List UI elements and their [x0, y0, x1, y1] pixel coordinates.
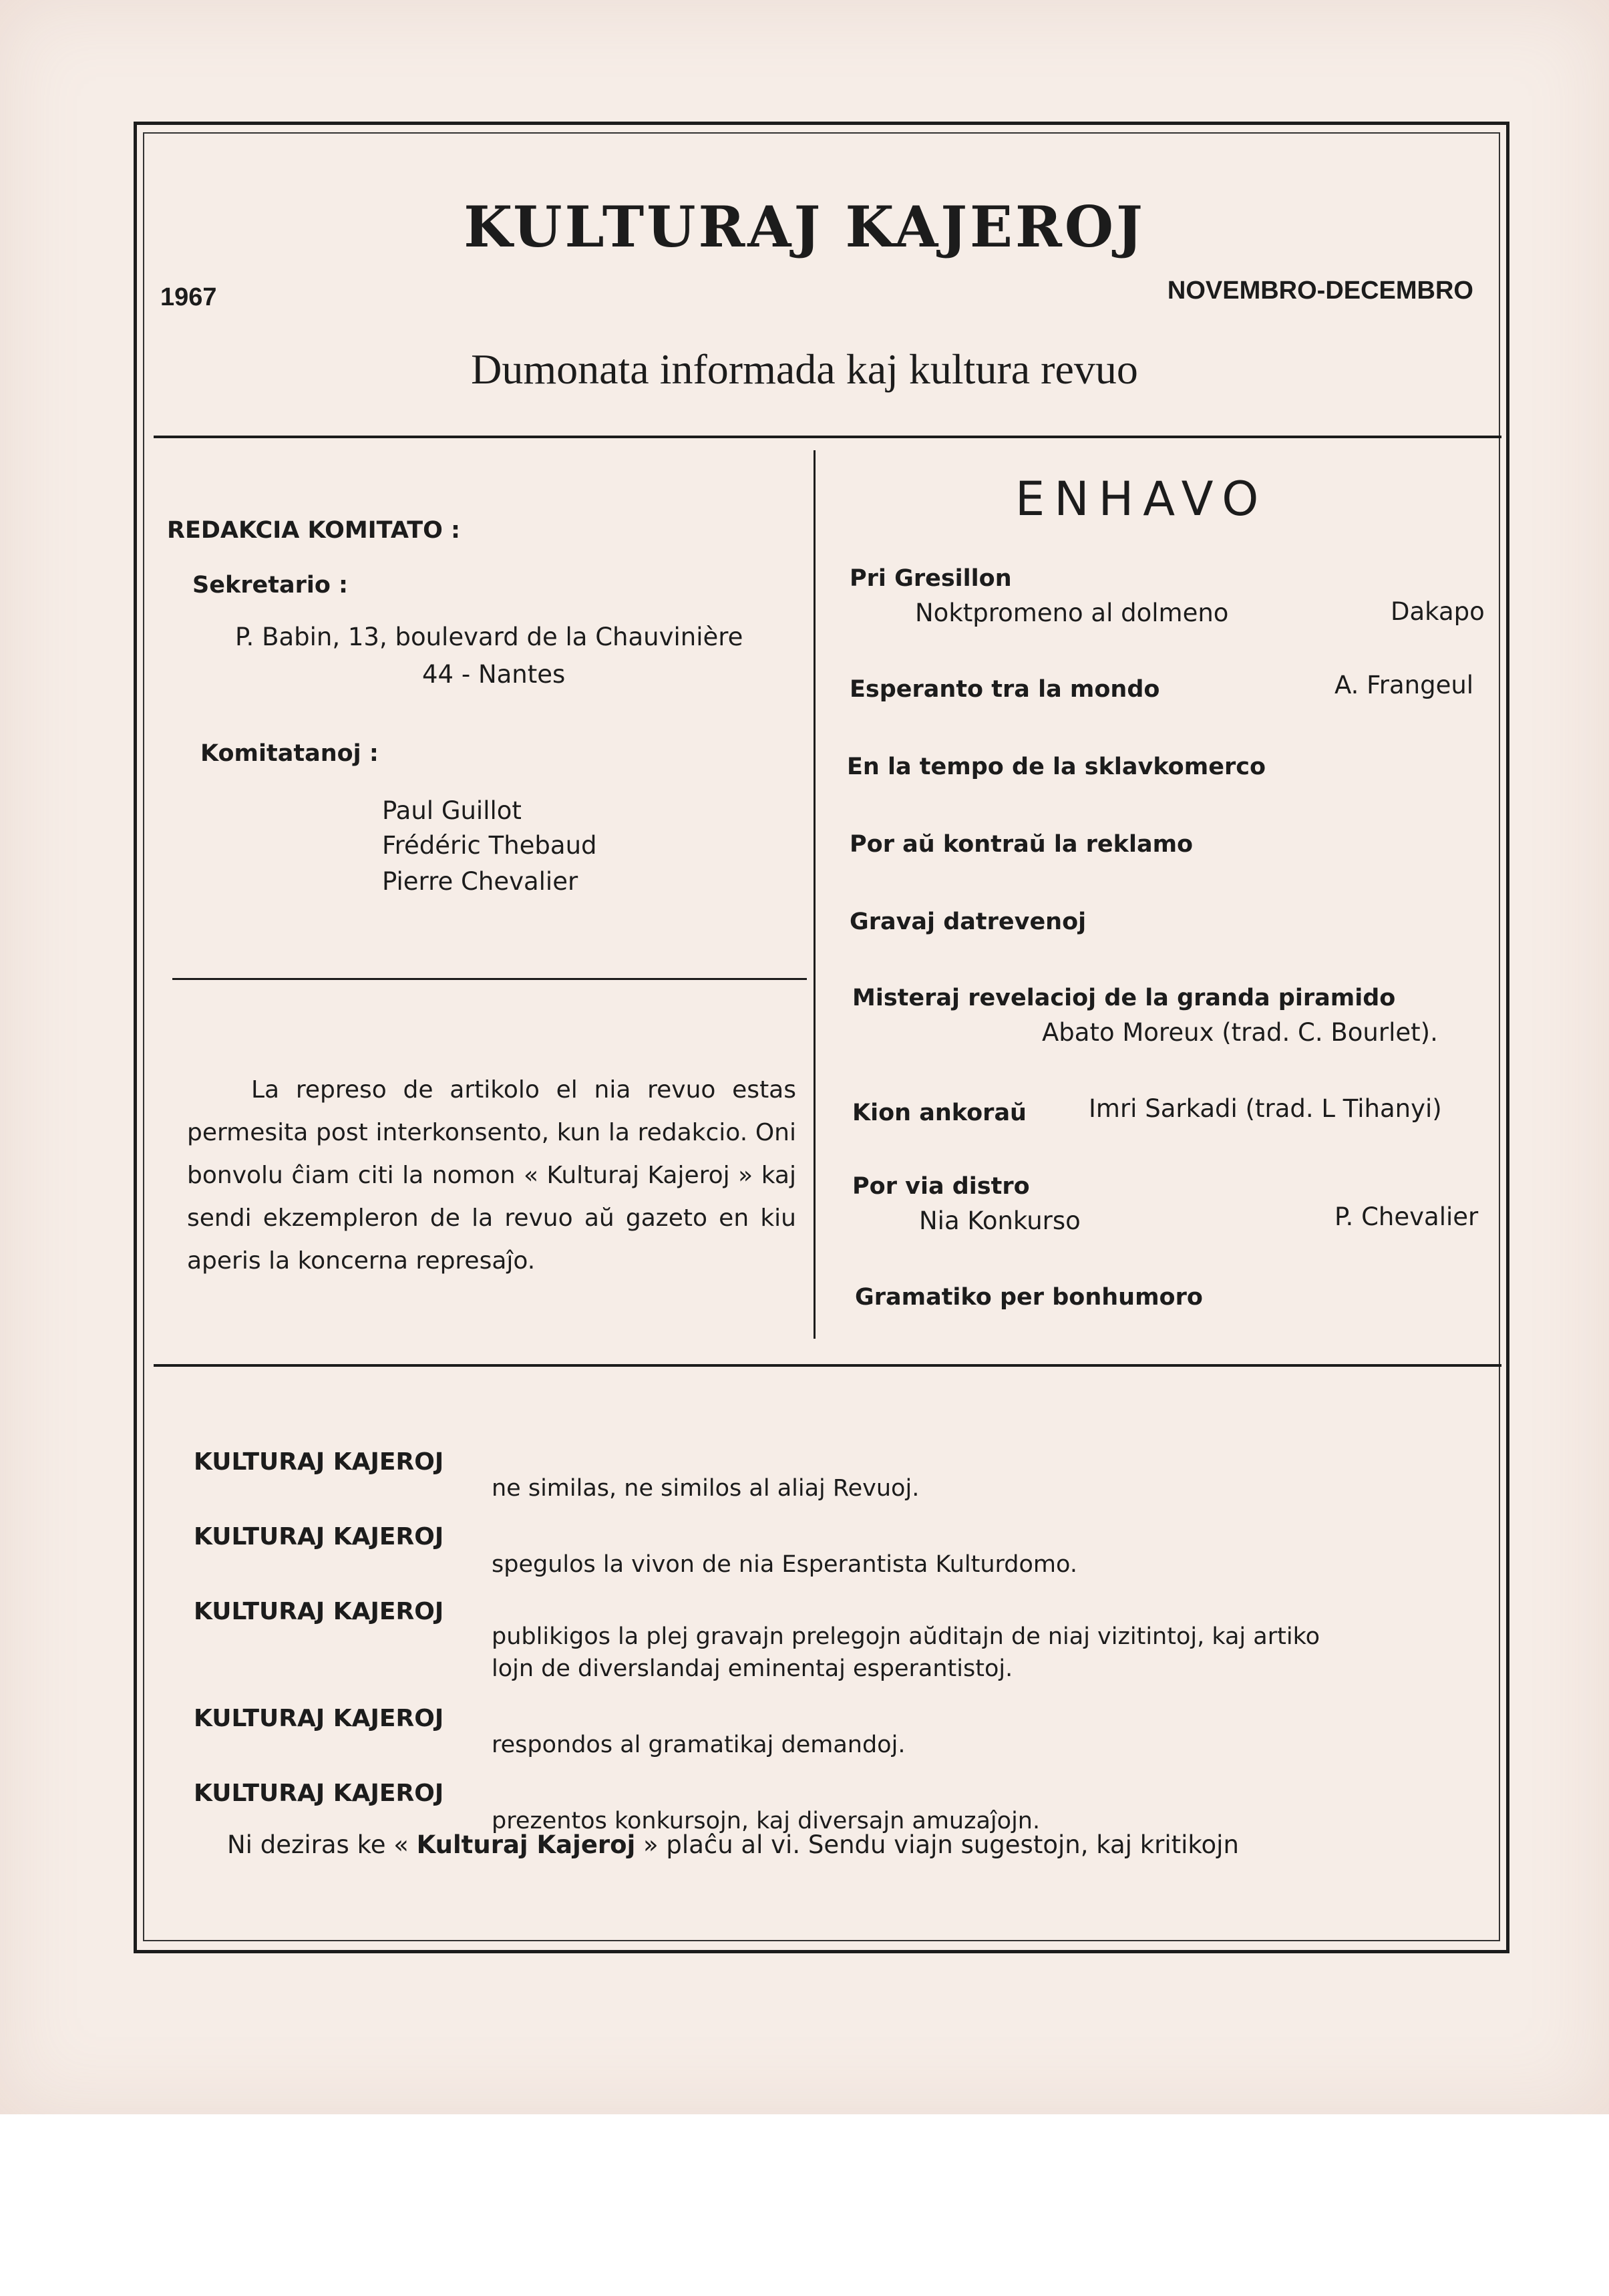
secretary-label: Sekretario : [192, 572, 349, 599]
contents-heading: ENHAVO [1015, 472, 1268, 526]
contents-item-title: Por aŭ kontraŭ la reklamo [850, 831, 1194, 858]
committee-heading: REDAKCIA KOMITATO : [167, 517, 461, 544]
promo-name: KULTURAJ KAJEROJ [194, 1705, 444, 1732]
contents-item-author: P. Chevalier [1334, 1202, 1479, 1231]
contents-item-title: Pri Gresillon [850, 565, 1012, 592]
member-name: Frédéric Thebaud [382, 831, 597, 860]
contents-item-subtitle: Noktpromeno al dolmeno [915, 599, 1229, 627]
member-name: Pierre Chevalier [382, 867, 578, 896]
column-divider [814, 450, 816, 1339]
contents-item-title: En la tempo de la sklavkomerco [847, 754, 1266, 780]
contents-item-title: Por via distro [852, 1173, 1030, 1200]
masthead-subtitle: Dumonata informada kaj kultura revuo [471, 345, 1138, 393]
promo-line: publikigos la plej gravajn prelegojn aŭditajn de niaj vizitintoj, kaj artiko [492, 1623, 1320, 1650]
issue-year: 1967 [160, 283, 217, 311]
closing-review-name: Kulturaj Kajeroj [416, 1830, 636, 1859]
members-label: Komitatanoj : [200, 740, 379, 767]
promo-name: KULTURAJ KAJEROJ [194, 1448, 444, 1476]
secretary-address-line1: P. Babin, 13, boulevard de la Chauvinière [235, 623, 743, 651]
contents-item-title: Gramatiko per bonhumoro [855, 1284, 1203, 1311]
contents-item-author: Imri Sarkadi (trad. L Tihanyi) [1089, 1094, 1442, 1123]
promo-line: ne similas, ne similos al aliaj Revuoj. [492, 1475, 920, 1502]
promo-name: KULTURAJ KAJEROJ [194, 1598, 444, 1625]
promo-name: KULTURAJ KAJEROJ [194, 1523, 444, 1550]
masthead-title: KULTURAJ KAJEROJ [464, 194, 1145, 260]
secretary-address-line2: 44 - Nantes [422, 660, 566, 689]
contents-item-title: Misteraj revelacioj de la granda piramido [852, 985, 1396, 1011]
closing-line [227, 1830, 1239, 1859]
contents-item-title: Esperanto tra la mondo [850, 676, 1160, 703]
reprint-note [187, 1069, 796, 1283]
promo-line: lojn de diverslandaj eminentaj esperantistoj. [492, 1655, 1013, 1682]
issue-period: NOVEMBRO-DECEMBRO [1167, 277, 1473, 305]
closing-text-before: Ni deziras ke « [227, 1830, 409, 1859]
contents-item-author: A. Frangeul [1334, 671, 1474, 699]
contents-item-author: Dakapo [1391, 597, 1485, 626]
masthead-divider [154, 436, 1501, 438]
contents-item-title: Gravaj datrevenoj [850, 909, 1087, 935]
closing-text-after: » plaĉu al vi. Sendu viajn sugestojn, kaj kritikojn [643, 1830, 1239, 1859]
promo-divider [154, 1364, 1501, 1367]
reprint-note-text: La represo de artikolo el nia revuo estas permesita post interkonsento, kun la redakcio. Oni bonvolu ĉiam citi la nomon « Kulturaj Kajeroj » kaj sendi ekzempleron de la revuo aŭ gazeto en kiu aperis la koncerna represaĵo. [187, 1076, 796, 1275]
committee-divider [172, 978, 807, 980]
contents-item-title: Kion ankoraŭ [852, 1100, 1027, 1126]
member-name: Paul Guillot [382, 796, 522, 825]
promo-line: spegulos la vivon de nia Esperantista Kulturdomo. [492, 1551, 1077, 1578]
promo-line: respondos al gramatikaj demandoj. [492, 1732, 906, 1758]
contents-item-author: Abato Moreux (trad. C. Bourlet). [1042, 1018, 1438, 1047]
promo-line: prezentos konkursojn, kaj diversajn amuzaĵojn. [492, 1808, 1041, 1834]
promo-name: KULTURAJ KAJEROJ [194, 1780, 444, 1807]
contents-item-subtitle: Nia Konkurso [919, 1206, 1081, 1235]
